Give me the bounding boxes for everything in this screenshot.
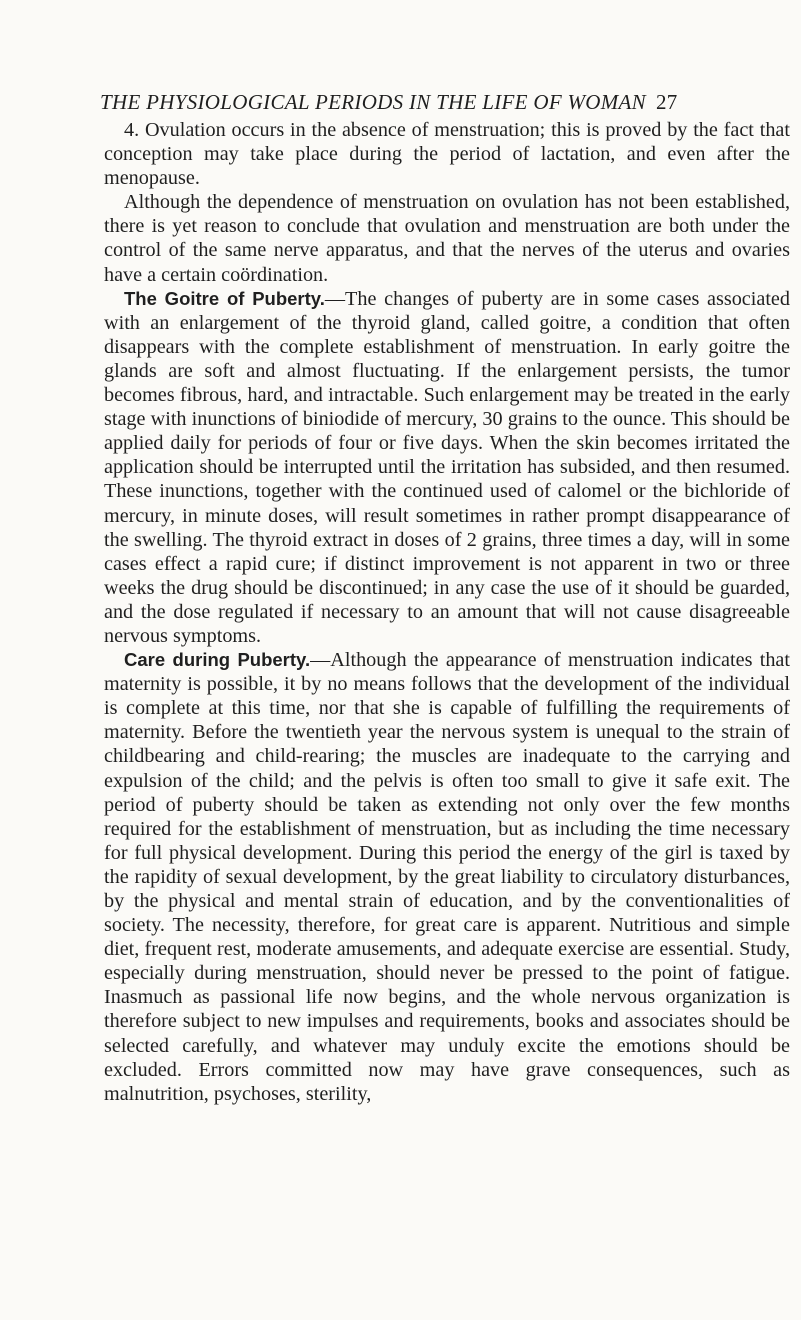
paragraph-dependence: Although the dependence of menstruation on ovulation has not been established, there is yet reason to conclude that ovulation and menstruation are both under the control of the same nerve apparatus, and that the nerves of the uterus and ovaries have a certain coördination. bbox=[104, 191, 790, 286]
page-number: 27 bbox=[655, 90, 678, 114]
body-text bbox=[104, 118, 790, 1106]
running-title: THE PHYSIOLOGICAL PERIODS IN THE LIFE OF WOMAN bbox=[100, 90, 646, 114]
running-head bbox=[100, 90, 790, 115]
paragraph-goitre: The Goitre of Puberty.—The changes of puberty are in some cases associated with an enlargement of the thyroid gland, called goitre, a condition that often disappears with the complete establishment of menstruation. In early goitre the glands are soft and almost fluctuating. If the enlargement persists, the tumor becomes fibrous, hard, and intractable. Such enlargement may be treated in the early stage with inunctions of biniodide of mercury, 30 grains to the ounce. This should be applied daily for periods of four or five days. When the skin becomes irritated the application should be interrupted until the irritation has subsided, and then resumed. These inunctions, together with the continued used of calomel or the bichloride of mercury, in minute doses, will result sometimes in rather prompt disappearance of the swelling. The thyroid extract in doses of 2 grains, three times a day, will in some cases effect a rapid cure; if distinct improvement is not apparent in two or three weeks the drug should be discontinued; in any case the use of it should be guarded, and the dose regulated if necessary to an amount that will not cause disagreeable nervous symptoms. bbox=[104, 287, 790, 647]
section-heading-care: Care during Puberty. bbox=[124, 649, 311, 671]
paragraph-care-during-puberty: Care during Puberty.—Although the appearance of menstruation indicates that maternity is possible, it by no means follows that the development of the individual is complete at this time, nor that she is capable of fulfilling the requirements of maternity. Before the twentieth year the nervous system is unequal to the strain of childbearing and child-rearing; the muscles are inadequate to the carrying and expulsion of the child; and the pelvis is often too small to give it safe exit. The period of puberty should be taken as extending not only over the few months required for the establishment of menstruation, but as including the time necessary for full physical development. During this period the energy of the girl is taxed by the rapidity of sexual development, by the great liability to circulatory disturbances, by the physical and mental strain of education, and by the conventionalities of society. The necessity, therefore, for great care is apparent. Nutritious and simple diet, frequent rest, moderate amusements, and adequate exercise are essential. Study, especially during menstruation, should never be pressed to the point of fatigue. Inasmuch as passional life now begins, and the whole nervous organization is therefore subject to new impulses and requirements, books and associates should be selected carefully, and whatever may unduly excite the emotions should be excluded. Errors committed now may have grave consequences, such as malnutrition, psychoses, sterility, bbox=[104, 649, 790, 1105]
section-heading-goitre: The Goitre of Puberty. bbox=[124, 287, 325, 309]
paragraph-ovulation: 4. Ovulation occurs in the absence of menstruation; this is proved by the fact that conception may take place during the period of lactation, and even after the menopause. bbox=[104, 119, 790, 190]
